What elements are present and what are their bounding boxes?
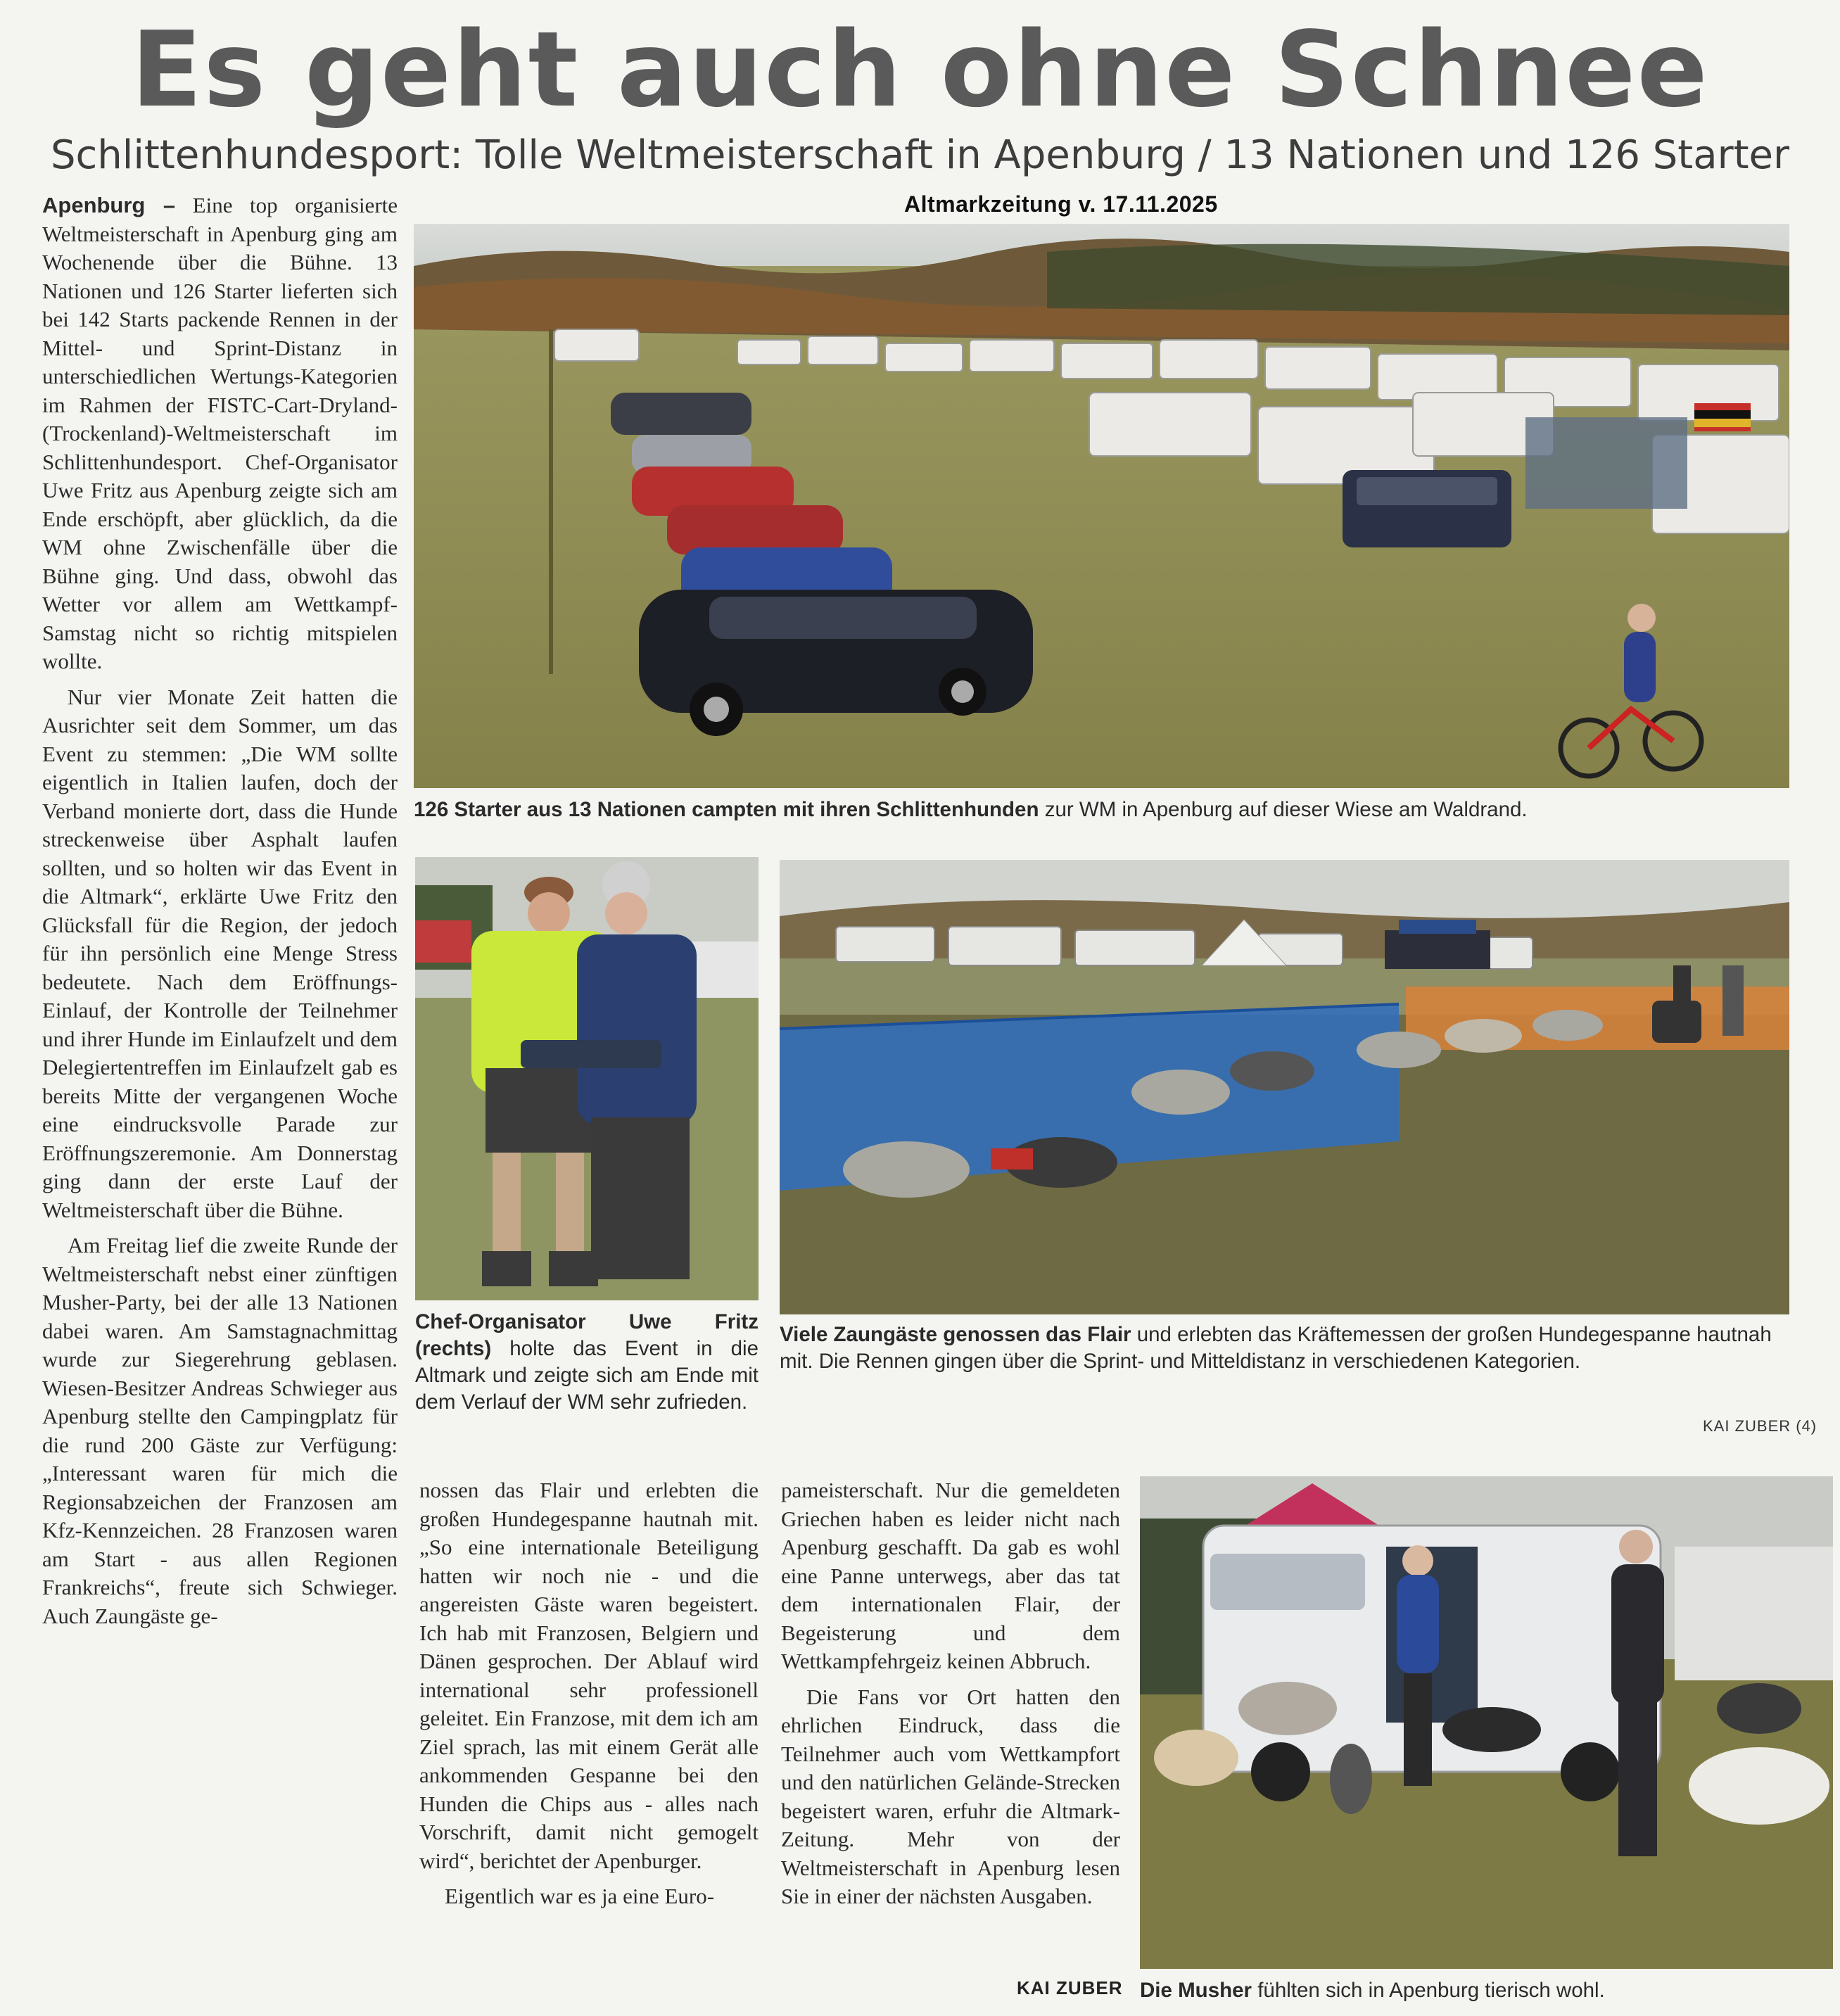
caption-text: holte das Event in die Altmark und zeigte sich am Ende mit dem Verlauf der WM sehr zufrieden. [415, 1337, 759, 1414]
paragraph [42, 191, 398, 676]
photo-mushers [1140, 1476, 1833, 1969]
text-column-2 [419, 1476, 759, 1918]
paragraph: Am Freitag lief die zweite Runde der Weltmeisterschaft nebst einer zünftigen Musher-Party, bei der alle 13 Nationen dabei waren. Am Samstagnachmittag wurde zur Siegerehrung geblasen. Wiesen-Besitzer Andreas Schwieger aus Apenburg stellte den Campingplatz für die rund 200 Gäste zur Verfügung: „Interessant waren für mich die Regionsabzeichen der Franzosen am Kfz-Kennzeichen. 28 Franzosen waren am Start - aus allen Regionen Frankreichs“, freute sich Schwieger. Auch Zaungäste ge- [42, 1233, 398, 1628]
text-column-1 [42, 191, 398, 1637]
paragraph: pameisterschaft. Nur die gemeldeten Griechen haben es leider nicht nach Apenburg geschafft. Da gab es wohl eine Panne unterwegs, aber das tat dem internationalen Flair, der Begeisterung und dem Wettkampfehrgeiz keinen Abbruch. [781, 1478, 1120, 1673]
photo-credit: KAI ZUBER (4) [1703, 1417, 1817, 1435]
caption-photo-dog-teams [780, 1321, 1789, 1375]
photo-campsite [414, 224, 1789, 788]
caption-bold: 126 Starter aus 13 Nationen campten mit ihren Schlittenhunden [414, 798, 1039, 821]
photo-organizer [415, 857, 759, 1300]
paragraph: Die Fans vor Ort hatten den ehrlichen Eindruck, dass die Teilnehmer auch vom Wettkampfort und den natürlichen Gelände-Strecken begeistert waren, erfuhr die Altmark-Zeitung. Mehr von der Weltmeisterschaft in Apenburg lesen Sie in einer der nächsten Ausgaben. [781, 1684, 1120, 1908]
headline: Es geht auch ohne Schnee [131, 9, 1709, 130]
subheadline: Schlittenhundesport: Tolle Weltmeisterschaft in Apenburg / 13 Nationen und 126 Starter [50, 132, 1790, 178]
caption-text: und erlebten das Kräftemessen der großen Hundegespanne hautnah mit. Die Rennen gingen über die Sprint- und Mitteldistanz in verschiedenen Kategorien. [780, 1323, 1772, 1373]
caption-bold: Die Musher [1140, 1979, 1252, 2002]
caption-photo-organizer [415, 1309, 759, 1416]
author: KAI ZUBER [1017, 1977, 1123, 1998]
dateline: Apenburg – [42, 193, 176, 217]
paragraph: Nur vier Monate Zeit hatten die Ausrichter seit dem Sommer, um das Event zu stemmen: „Die WM sollte eigentlich in Italien laufen, doch der Verband monierte dort, dass die Hunde streckenweise über Asphalt laufen sollten, und so holten wir das Event in die Altmark“, erklärte Uwe Fritz den Glücksfall für die Region, der jedoch für ihn persönlich eine Menge Stress bedeutete. Nach dem Eröffnungs-Einlauf, der Kontrolle der Teilnehmer und ihrer Hunde im Einlaufzelt und dem Delegiertentreffen im Einlaufzelt gab es bereits Mitte der vergangenen Woche eine eindrucksvolle Parade zur Eröffnungszeremonie. Am Donnerstag ging dann der erste Lauf der Weltmeisterschaft über die Bühne. [42, 684, 398, 1222]
caption-bold: Chef-Organisator Uwe Fritz (rechts) [415, 1310, 759, 1360]
caption-bold: Viele Zaungäste genossen das Flair [780, 1323, 1131, 1346]
paragraph: Eigentlich war es ja eine Euro- [445, 1884, 715, 1908]
caption-text: zur WM in Apenburg auf dieser Wiese am Waldrand. [1039, 798, 1528, 821]
paragraph: nossen das Flair und erlebten die großen Hundegespanne hautnah mit. „So eine internationale Beteiligung hatten wir noch nie - und die angereisten Gäste waren begeistert. Ich hab mit Franzosen, Belgiern und Dänen gesprochen. Der Ablauf wird international sehr professionell geleitet. Ein Franzose, mit dem ich am Ziel sprach, las mit einem Gerät alle ankommenden Gespanne bei den Hunden die Chips aus - alles nach Vorschrift, damit nicht gemogelt wird“, berichtet der Apenburger. [419, 1478, 759, 1873]
text-column-3 [781, 1476, 1120, 1918]
source-note: Altmarkzeitung v. 17.11.2025 [904, 191, 1218, 217]
paragraph-text: Eine top organisierte Weltmeisterschaft in Apenburg ging am Wochenende über die Bühne. 13 Nationen und 126 Starter lieferten sich bei 142 Starts packende Rennen in der Mittel- und Sprint-Distanz in unterschiedlichen Wertungs-Kategorien im Rahmen der FISTC-Cart-Dryland-(Trockenland)-Weltmeisterschaft im Schlittenhundesport. Chef-Organisator Uwe Fritz aus Apenburg zeigte sich am Ende erschöpft, aber glücklich, da die WM ohne Zwischenfälle über die Bühne ging. Und dass, obwohl das Wetter vor allem am Wettkampf-Samstag nicht so richtig mitspielen wollte. [42, 193, 398, 673]
caption-photo-mushers [1140, 1977, 1833, 2004]
caption-text: fühlten sich in Apenburg tierisch wohl. [1252, 1979, 1605, 2002]
photo-dog-teams [780, 860, 1789, 1314]
caption-photo-campsite [414, 797, 1789, 823]
